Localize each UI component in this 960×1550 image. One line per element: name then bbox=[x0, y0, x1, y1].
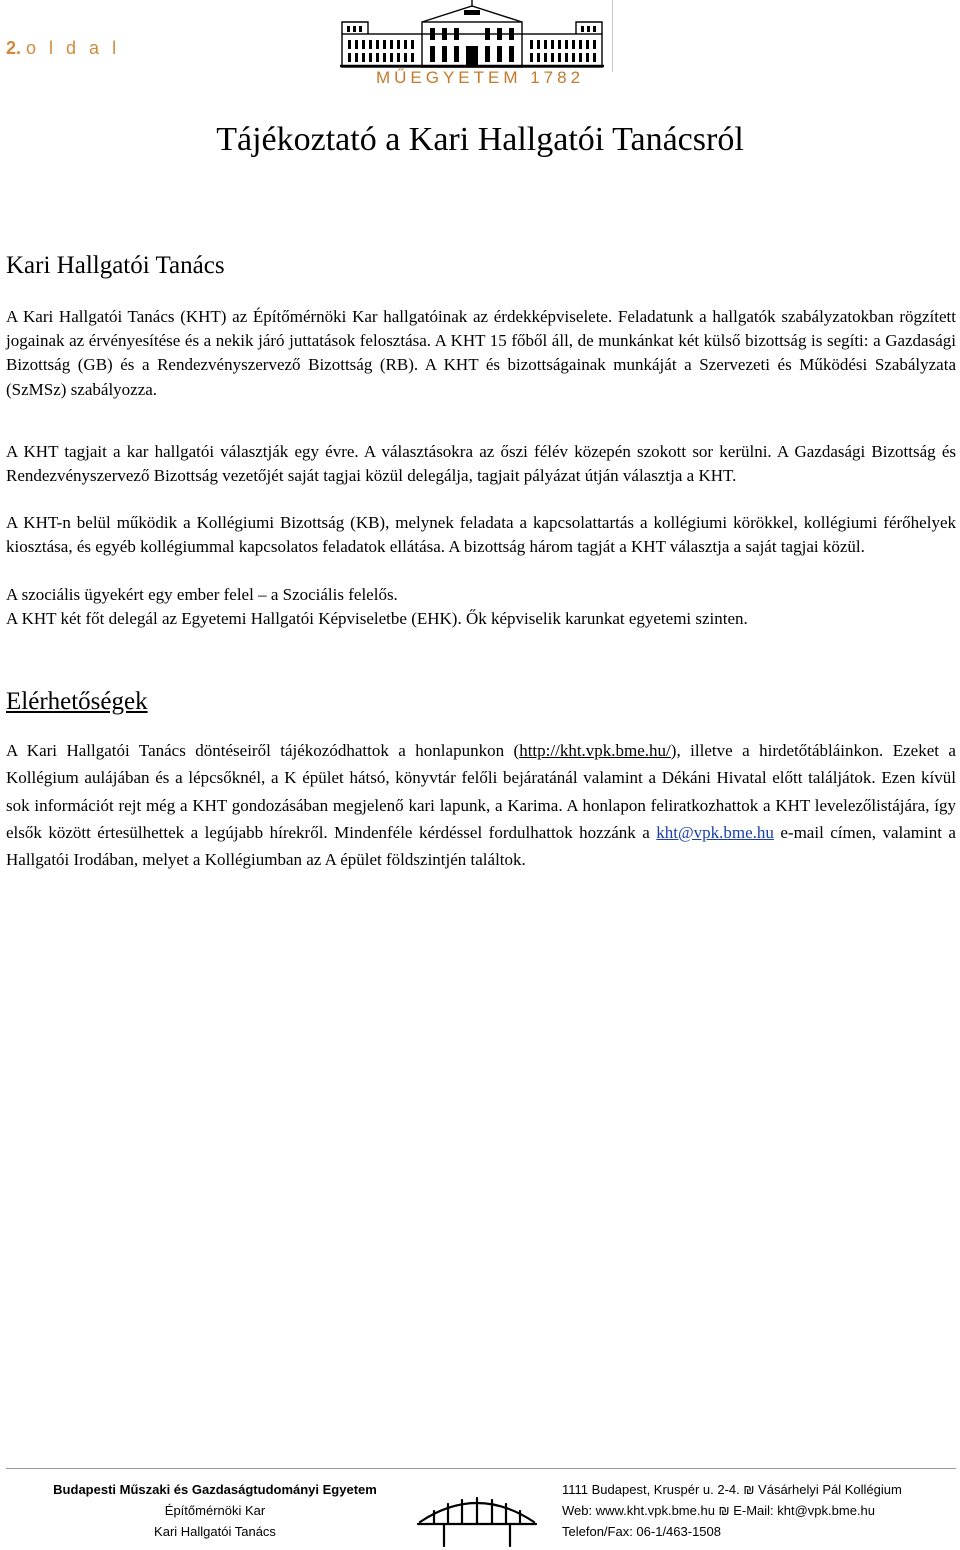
footer-institution bbox=[0, 1479, 430, 1542]
paragraph-contacts bbox=[6, 737, 956, 873]
footer-divider bbox=[6, 1468, 956, 1469]
paragraph-social: A szociális ügyekért egy ember felel – a Szociális felelős. bbox=[6, 585, 398, 604]
header-motto: MŰEGYETEM 1782 bbox=[375, 68, 585, 87]
email-link[interactable]: kht@vpk.bme.hu bbox=[656, 822, 774, 842]
page-number bbox=[6, 38, 120, 59]
page-number-value: 2. bbox=[6, 38, 22, 58]
footer-contact bbox=[562, 1479, 954, 1542]
university-building-logo-icon bbox=[338, 0, 606, 68]
paragraph-intro: A Kari Hallgatói Tanács (KHT) az Építőmérnöki Kar hallgatóinak az érdekképviselete. Feladatunk a hallgatók szabályzatokban rögzített jogainak az érvényesítése és a nekik járó juttatások felosztása. A KHT 15 főből áll, de munkánkat két külső bizottság is segíti: a Gazdasági Bizottság (GB) és a Rendezvényszervező Bizottság (RB). A KHT és bizottságainak munkáját a Szervezeti és Működési Szabályzata (SzMSz) szabályozza. bbox=[6, 307, 956, 399]
bridge-logo-icon bbox=[416, 1474, 538, 1548]
footer-web: Web: www.kht.vpk.bme.hu ₪ E-Mail: kht@vpk.bme.hu bbox=[562, 1503, 875, 1518]
footer-address: 1111 Budapest, Kruspér u. 2-4. ₪ Vásárhelyi Pál Kollégium bbox=[562, 1482, 902, 1497]
paragraph-dorm-committee: A KHT-n belül működik a Kollégiumi Bizottság (KB), melynek feladata a kapcsolattartás a kollégiumi körökkel, kollégiumi férőhelyek kiosztása, és egyéb kollégiummal kapcsolatos feladatok ellátása. A bizottság három tagját a KHT választja a saját tagjai közül. bbox=[6, 513, 956, 557]
page-number-word: o l d a l bbox=[26, 38, 121, 58]
section-heading-council: Kari Hallgatói Tanács bbox=[6, 252, 225, 279]
paragraph-elections: A KHT tagjait a kar hallgatói választják egy évre. A választásokra az őszi félév közepén szokott sor kerülni. A Gazdasági Bizottság és Rendezvényszervező Bizottság vezetőjét saját tagjai közül delegálja, tagjait pályázat útján választja a KHT. bbox=[6, 442, 956, 486]
footer-university: Budapesti Műszaki és Gazdaságtudományi Egyetem bbox=[53, 1482, 377, 1497]
contacts-text-b: ), illetve a hirdetőtábláinkon. Ezeket a Kollégium aulájában és a lépcsőknél, a K épület hátsó, könyvtár felőli bejáratánál valamint a Dékáni Hivatal előtt találjátok. Ezen kívül sok információt rejt még a KHT gondozásában megjelenő kari lapunk, a Karima. A honlapon feliratkozhattok a KHT levelezőlistájára, így elsők között értesülhettek a legújabb hírekről. Mindenféle kérdéssel fordulhattok hozzánk a bbox=[6, 741, 956, 842]
contacts-text-c: e-mail címen, valamint a Hallgatói Irodában, melyet a Kollégiumban az A épület földszintjén találtok. bbox=[6, 822, 956, 870]
footer-council: Kari Hallgatói Tanács bbox=[154, 1524, 276, 1539]
paragraph-ehk: A KHT két főt delegál az Egyetemi Hallgatói Képviseletbe (EHK). Ők képviselik karunkat egyetemi szinten. bbox=[6, 609, 748, 628]
footer-faculty: Építőmérnöki Kar bbox=[164, 1503, 266, 1518]
contacts-heading-text: Elérhetőségek bbox=[6, 688, 148, 715]
header-divider bbox=[612, 0, 613, 72]
document-title: Tájékoztató a Kari Hallgatói Tanácsról bbox=[216, 121, 744, 158]
website-link[interactable]: http://kht.vpk.bme.hu/ bbox=[519, 741, 671, 760]
contacts-text-a: A Kari Hallgatói Tanács döntéseiről tájékozódhattok a honlapunkon ( bbox=[6, 741, 520, 760]
footer-phone: Telefon/Fax: 06-1/463-1508 bbox=[562, 1524, 721, 1539]
section-heading-contacts bbox=[6, 686, 148, 718]
